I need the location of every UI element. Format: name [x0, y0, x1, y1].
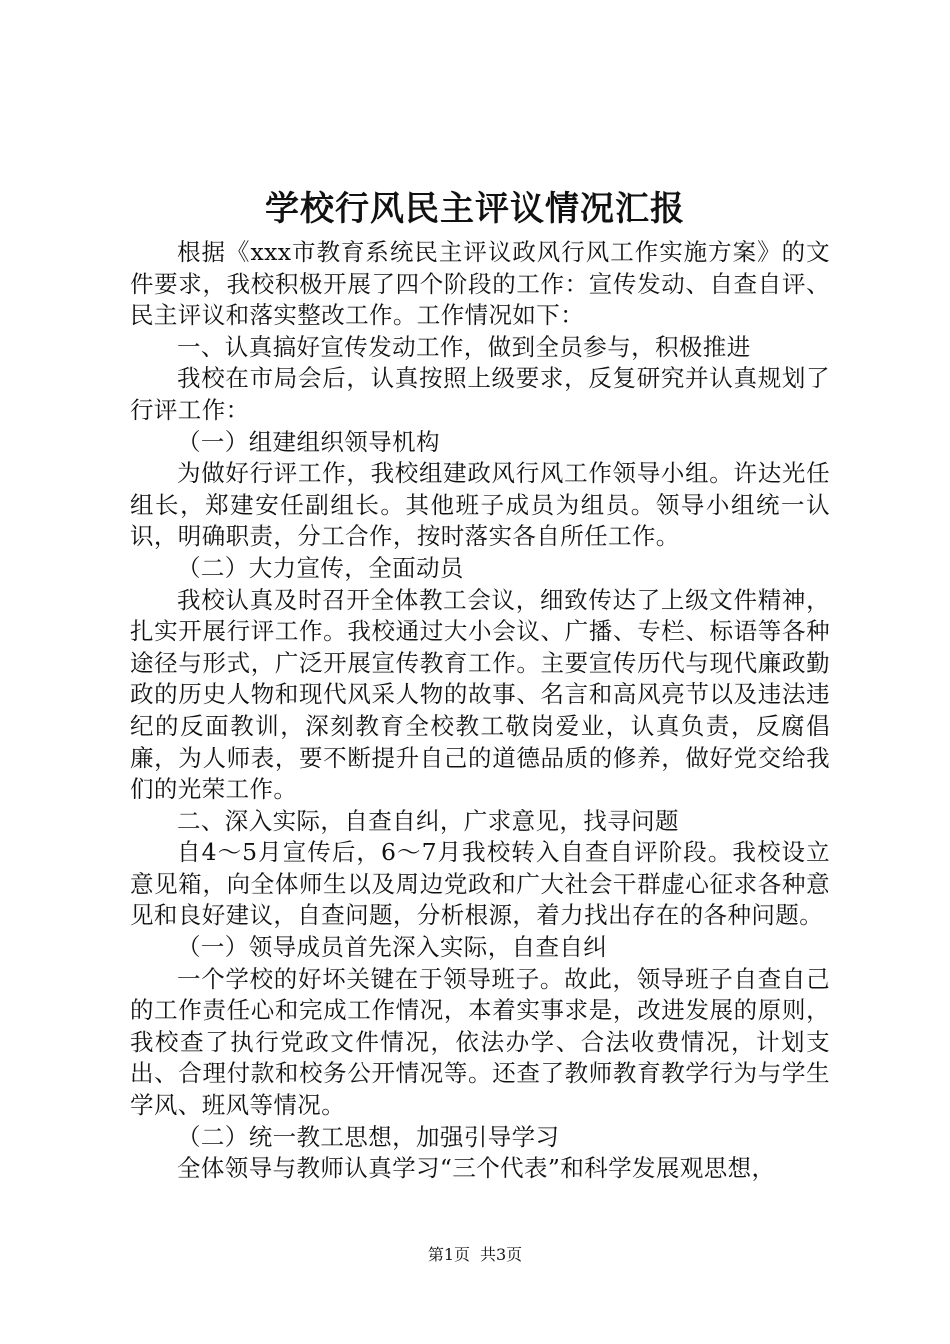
page-number: 第1页 — [427, 1245, 470, 1264]
subsection-heading: （一）组建组织领导机构 — [177, 427, 440, 456]
document-title: 学校行风民主评议情况汇报 — [265, 189, 685, 229]
subsection-heading: （二）统一教工思想，加强引导学习 — [177, 1122, 560, 1151]
subsection-heading: （二）大力宣传，全面动员 — [177, 553, 464, 582]
page-total: 共3页 — [480, 1245, 523, 1264]
section-heading: 一、认真搞好宣传发动工作，做到全员参与，积极推进 — [177, 332, 751, 361]
paragraph: 根据《xxx市教育系统民主评议政风行风工作实施方案》的文件要求，我校积极开展了四个阶段的工作：宣传发动、自查自评、民主评议和落实整改工作。工作情况如下： — [130, 238, 830, 330]
document-body — [130, 237, 830, 1185]
section-heading: 二、深入实际，自查自纠，广求意见，找寻问题 — [177, 806, 679, 835]
paragraph: 为做好行评工作，我校组建政风行风工作领导小组。许达光任组长，郑建安任副组长。其他班子成员为组员。领导小组统一认识，明确职责，分工合作，按时落实各自所任工作。 — [130, 459, 830, 551]
paragraph: 全体领导与教师认真学习“三个代表”和科学发展观思想， — [177, 1154, 776, 1183]
paragraph: 我校认真及时召开全体教工会议，细致传达了上级文件精神，扎实开展行评工作。我校通过大小会议、广播、专栏、标语等各种途径与形式，广泛开展宣传教育工作。主要宣传历代与现代廉政勤政的历史人物和现代风采人物的故事、名言和高风亮节以及违法违纪的反面教训，深刻教育全校教工敬岗爱业，认真负责，反腐倡廉，为人师表，要不断提升自己的道德品质的修养，做好党交给我们的光荣工作。 — [130, 585, 830, 804]
paragraph: 我校在市局会后，认真按照上级要求，反复研究并认真规划了行评工作： — [130, 364, 830, 424]
paragraph: 一个学校的好坏关键在于领导班子。故此，领导班子自查自己的工作责任心和完成工作情况，本着实事求是，改进发展的原则，我校查了执行党政文件情况，依法办学、合法收费情况，计划支出、合理付款和校务公开情况等。还查了教师教育教学行为与学生学风、班风等情况。 — [130, 964, 830, 1120]
page-footer — [0, 1244, 950, 1266]
subsection-heading: （一）领导成员首先深入实际，自查自纠 — [177, 933, 608, 962]
paragraph: 自4～5月宣传后，6～7月我校转入自查自评阶段。我校设立意见箱，向全体师生以及周边党政和广大社会干群虚心征求各种意见和良好建议，自查问题，分析根源，着力找出存在的各种问题。 — [130, 838, 830, 930]
